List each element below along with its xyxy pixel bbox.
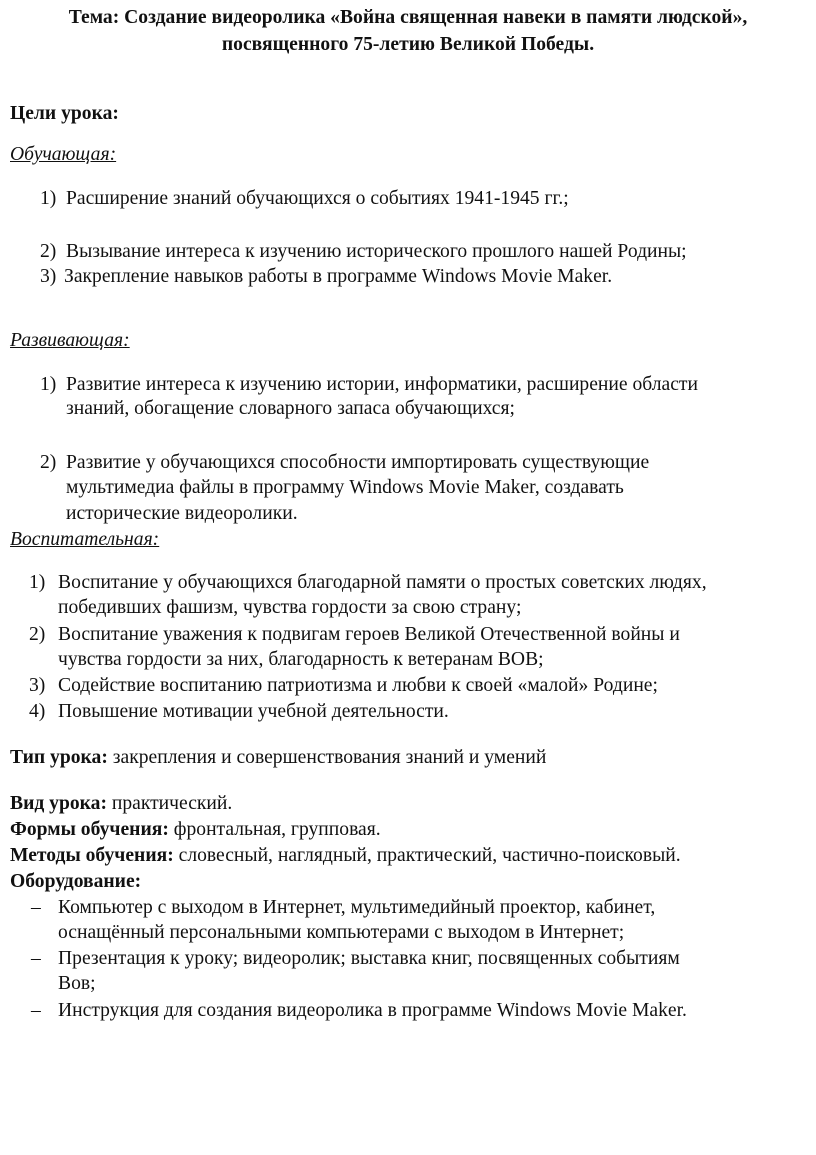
page-title-line-2: посвященного 75-летию Великой Победы. xyxy=(221,34,595,55)
educational-heading: Воспитательная: xyxy=(10,529,160,550)
developing-item-2-number: 2) xyxy=(40,452,57,473)
educational-item-3-text: Содействие воспитанию патриотизма и любви к своей «малой» Родине; xyxy=(58,675,658,696)
page-title-line-1: Тема: Создание видеоролика «Война священная навеки в памяти людской», xyxy=(68,7,748,28)
learning-methods xyxy=(10,844,681,868)
lesson-kind xyxy=(10,792,232,816)
teaching-item-1-text: Расширение знаний обучающихся о событиях 1941-1945 гг.; xyxy=(66,188,569,209)
teaching-item-1-number: 1) xyxy=(40,188,57,209)
developing-item-1-line-1: Развитие интереса к изучению истории, информатики, расширение области xyxy=(66,374,698,395)
learning-methods-label: Методы обучения: xyxy=(10,845,174,866)
teaching-item-3-number: 3) xyxy=(40,266,57,287)
equipment-bullet-3: – xyxy=(31,1000,41,1021)
teaching-item-2-text: Вызывание интереса к изучению исторического прошлого нашей Родины; xyxy=(66,241,687,262)
learning-forms xyxy=(10,818,381,842)
developing-item-1-number: 1) xyxy=(40,374,57,395)
equipment-item-2-line-2: Вов; xyxy=(58,973,96,994)
lesson-type-label: Тип урока: xyxy=(10,747,108,768)
educational-item-3-number: 3) xyxy=(29,675,46,696)
developing-item-2-line-3: исторические видеоролики. xyxy=(66,503,298,524)
equipment-bullet-2: – xyxy=(31,948,41,969)
lesson-type-value: закрепления и совершенствования знаний и умений xyxy=(107,747,547,768)
teaching-item-2-number: 2) xyxy=(40,241,57,262)
educational-item-2-line-1: Воспитание уважения к подвигам героев Великой Отечественной войны и xyxy=(58,624,680,645)
equipment-item-1-line-2: оснащённый персональными компьютерами с выходом в Интернет; xyxy=(58,922,625,943)
teaching-heading: Обучающая: xyxy=(10,144,117,165)
educational-item-2-number: 2) xyxy=(29,624,46,645)
goals-heading: Цели урока: xyxy=(10,103,119,124)
lesson-kind-label: Вид урока: xyxy=(10,793,107,814)
educational-item-4-number: 4) xyxy=(29,701,46,722)
learning-methods-value: словесный, наглядный, практический, частично-поисковый. xyxy=(173,845,681,866)
lesson-type xyxy=(10,746,546,770)
equipment-heading: Оборудование: xyxy=(10,871,142,892)
equipment-item-3-text: Инструкция для создания видеоролика в программе Windows Movie Maker. xyxy=(58,1000,687,1021)
developing-heading: Развивающая: xyxy=(10,330,130,351)
developing-item-1-line-2: знаний, обогащение словарного запаса обучающихся; xyxy=(66,398,515,419)
developing-item-2-line-1: Развитие у обучающихся способности импортировать существующие xyxy=(66,452,650,473)
equipment-item-2-line-1: Презентация к уроку; видеоролик; выставка книг, посвященных событиям xyxy=(58,948,680,969)
learning-forms-value: фронтальная, групповая. xyxy=(168,819,381,840)
equipment-bullet-1: – xyxy=(31,897,41,918)
educational-item-4-text: Повышение мотивации учебной деятельности. xyxy=(58,701,449,722)
teaching-item-3-text: Закрепление навыков работы в программе Windows Movie Maker. xyxy=(64,266,613,287)
educational-item-1-line-1: Воспитание у обучающихся благодарной памяти о простых советских людях, xyxy=(58,572,707,593)
educational-item-2-line-2: чувства гордости за них, благодарность к ветеранам ВОВ; xyxy=(58,649,544,670)
educational-item-1-number: 1) xyxy=(29,572,46,593)
learning-forms-label: Формы обучения: xyxy=(10,819,169,840)
equipment-item-1-line-1: Компьютер с выходом в Интернет, мультимедийный проектор, кабинет, xyxy=(58,897,656,918)
developing-item-2-line-2: мультимедиа файлы в программу Windows Movie Maker, создавать xyxy=(66,477,624,498)
lesson-kind-value: практический. xyxy=(106,793,233,814)
educational-item-1-line-2: победивших фашизм, чувства гордости за свою страну; xyxy=(58,597,522,618)
